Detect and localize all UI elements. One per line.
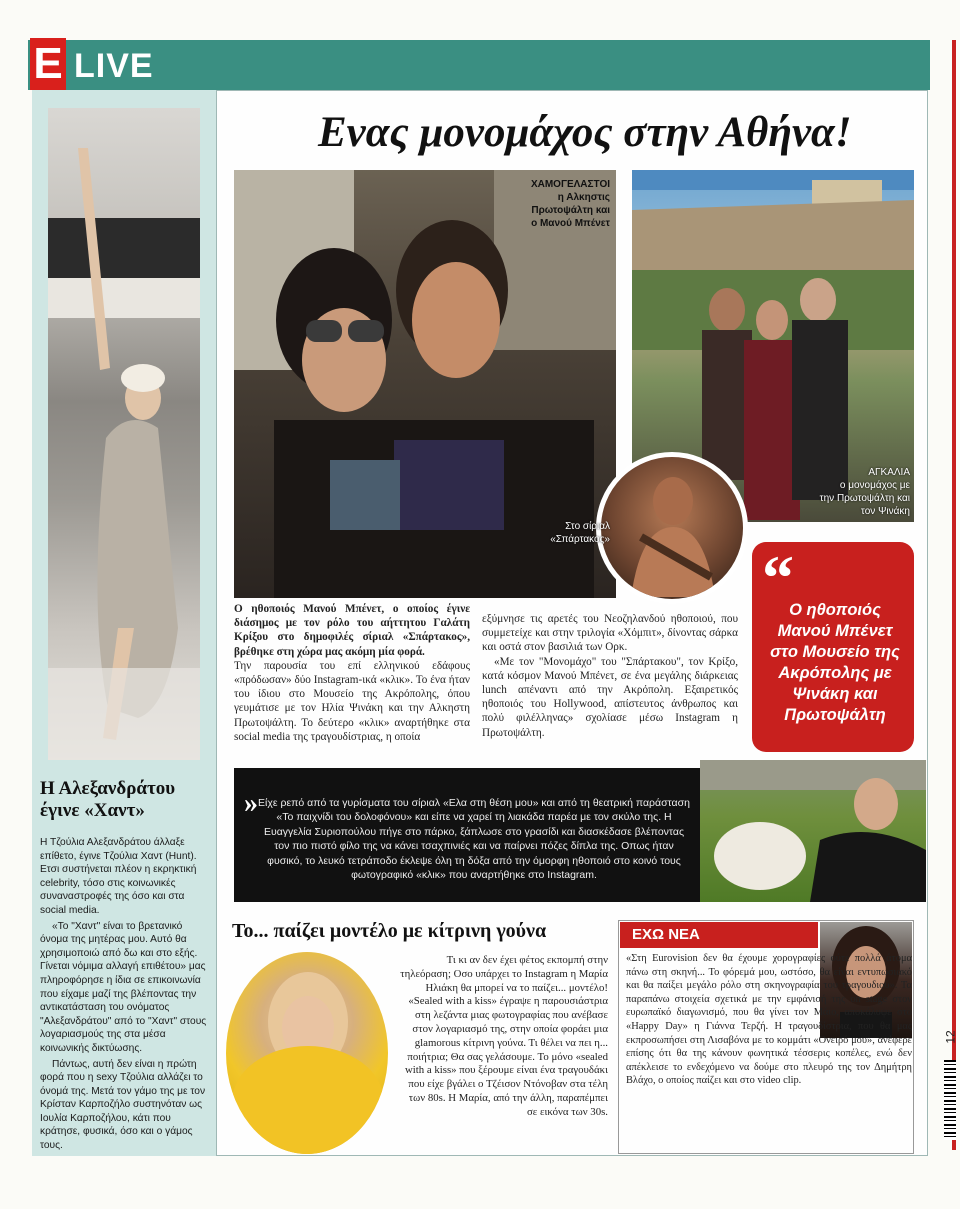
- exo-nea-header: ΕΧΩ ΝΕΑ: [620, 922, 818, 948]
- sidebar-body: [40, 836, 210, 1153]
- section-header-bar: [28, 40, 930, 90]
- barcode-strip: [944, 1060, 956, 1140]
- article-paragraph-1: Την παρουσία του επί ελληνικού εδάφους «πρόδωσαν» δύο Instagram-ικά «κλικ». Το ένα ήταν του ίδιου στο Μουσείο της Ακρόπολης, όπου γευμάτισε με τον Ηλία Ψινάκη και την Αλκηστη Πρωτοψάλτη. Το δεύτερο «κλικ» αναρτήθηκε στα social media της τραγουδίστριας, η οποία: [234, 659, 470, 743]
- page-number: 12: [943, 1030, 958, 1044]
- quote-mark-icon: “: [762, 542, 794, 613]
- article-body-col2: [482, 612, 738, 740]
- sidebar-title: Η Αλεξανδράτου έγινε «Χαντ»: [40, 778, 176, 821]
- pull-quote-text: Ο ηθοποιός Μανού Μπένετ στο Μουσείο της Ακρόπολης με Ψινάκη και Πρωτοψάλτη: [770, 601, 900, 724]
- article-body-col1: [234, 602, 470, 744]
- brand-logo: E: [30, 38, 66, 90]
- article-title: Ενας μονομάχος στην Αθήνα!: [318, 109, 852, 156]
- sidebar-paragraph-2: «Το "Χαντ" είναι το βρετανικό όνομα της μητέρας μου. Αυτό θα χρησιμοποιώ από δω και στο εξής. Γίνεται νόμιμα αλλαγή επιθέτου» μας πληροφόρησε η ίδια σε επικοινωνία που είχαμε μαζί της βλέποντας την αντικατάσταση του ονόματος "Αλεξανδράτου" από το "Χαντ" στους λογαριασμούς της στα μέσα κοινωνικής δικτύωσης.: [40, 920, 207, 1054]
- band-text: Είχε ρεπό από τα γυρίσματα του σίριαλ «Ελα στη θέση μου» και από τη θεατρική παράσταση «Το παιχνίδι του δολοφόνου» και είπε να χαρεί τη λιακάδα παρέα με τον σκύλο της. Η Ευαγγελία Συριοπούλου πήγε στο πάρκο, ξάπλωσε στο γρασίδι και διασκέδασε βλέποντας τον πιο πιστό φίλο της να κάνει τσαχπινιές και να παίρνει πόζες δίπλα της. Οπως ήταν φυσικό, το λευκό τετράποδο έκλεψε όλη τη δόξα από την όμορφη ηθοποιό στο κοινό τους φωτογραφικό «κλικ» που αναρτήθηκε στο Instagram.: [258, 797, 690, 882]
- sidebar-paragraph-3: Πάντως, αυτή δεν είναι η πρώτη φορά που η sexy Τζούλια αλλάζει το όνομά της. Μετά τον γάμο της με τον Κρίσταν Καρποζήλο συστηνόταν ως Ιουλία Καρποζήλου, κάτι που κράτησε, φυσικά, όσο και ο γάμος τους.: [40, 1058, 206, 1152]
- article-lead: Ο ηθοποιός Μανού Μπένετ, ο οποίος έγινε διάσημος με τον ρόλο του αήττητου Γαλάτη Κρίξου στο δημοφιλές σίριαλ «Σπάρτακος», βρέθηκε στη χώρα μας ακόμη μία φορά.: [234, 603, 470, 658]
- section-label: LIVE: [74, 47, 154, 85]
- photo-iliaki-round: [226, 952, 388, 1154]
- photo-syriopoulou-dog: [700, 760, 926, 902]
- photo-spartacus-round: [596, 452, 748, 604]
- caption-main-photo: ΧΑΜΟΓΕΛΑΣΤΟΙ η Αλκηστις Πρωτοψάλτη και ο Μανού Μπένετ: [530, 179, 610, 229]
- caption-spartacus: Στο σίριαλ «Σπάρτακος»: [550, 521, 610, 545]
- article-paragraph-3: «Με τον "Μονομάχο" του "Σπάρτακου", τον Κρίξο, κατά κόσμον Μανού Μπένετ, σε ένα μεγάλης διάρκειας lunch απέναντι από την Ακρόπολη. Εξαιρετικός ηθοποιός του Hollywood, απίστευτος άνθρωπος και πολύ φιλέλληνας» σχολίασε μέσω Instagram η Πρωτοψάλτη.: [482, 655, 738, 739]
- model-text: Τι κι αν δεν έχει φέτος εκπομπή στην τηλεόραση; Οσο υπάρχει το Instagram η Μαρία Ηλιάκη θα μπορεί να το παίζει... μοντέλο! «Sealed with a kiss» έγραψε η παρουσιάστρια στη λεζάντα μιας φωτογραφίας που ανέβασε στον λογαριασμό της, στην οποία φοράει μια glamorous κίτρινη γούνα. Τι θέλει να πει η... ποιήτρια; Θα σας γελάσουμε. Το μόνο «sealed with a kiss» που ξέρουμε είναι ένα τραγουδάκι που είχε βγάλει ο Τζέισον Ντόνοβαν στα τέλη των 80s. Η Μαρία, από την άλλη, παραπέμπει σε εικόνα των 30s.: [400, 954, 608, 1118]
- caption-acropolis-photo: ΑΓΚΑΛΙΑ ο μονομάχος με την Πρωτοψάλτη και τον Ψινάκη: [819, 467, 910, 517]
- exo-nea-text: «Στη Eurovision δεν θα έχουμε χορογραφίες ούτε πολλά άτομα πάνω στη σκηνή... Το φόρεμά μου, ωστόσο, θα είναι εντυπωσιακό και θα παίξει μεγάλο ρόλο στη σκηνογραφία του τραγουδιού». Τα παραπάνω στοιχεία σχετικά με την εμφάνισή της on stage στον ευρωπαϊκό διαγωνισμό, που θα γίνει τον Μάιο, αποκάλυψε στο «Happy Day» η Γιάννα Τερζή. Η τραγουδίστρια, που θα μας εκπροσωπήσει στη Λισαβόνα με το κομμάτι «Ονειρό μου», ανέφερε επίσης ότι θα της κάνουν φωνητικά τέσσερις κοπέλες, ενώ δεν απέκλεισε το ενδεχόμενο να δούμε στο πλευρό της τον Δημήτρη Βλάχο, ο οποίος παίζει και στο video clip.: [626, 953, 912, 1087]
- sidebar-paragraph-1: Η Τζούλια Αλεξανδράτου άλλαξε επίθετο, έγινε Τζούλια Χαντ (Hunt). Ετσι συστήνεται πλέον η εκρηκτική celebrity, τόσο στις κοινωνικές συναναστροφές της όσο και στα social media.: [40, 837, 197, 916]
- page-edge-stripe: [952, 40, 956, 1150]
- band-quote-icon: »: [244, 788, 258, 819]
- model-title: Το... παίζει μοντέλο με κίτρινη γούνα: [232, 920, 547, 942]
- article-paragraph-2: εξύμνησε τις αρετές του Νεοζηλανδού ηθοποιού, που συμμετείχε και στην τριλογία «Χόμπιτ», δίνοντας σάρκα και οστά στον βασιλιά των Ορκ.: [482, 613, 738, 654]
- photo-alexandratou: [48, 108, 200, 760]
